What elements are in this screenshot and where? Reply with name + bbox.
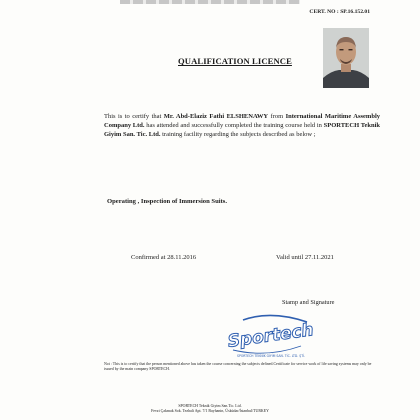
footer-company-name: SPORTECH Teknik Giyim San.Tic. Ltd. xyxy=(178,404,242,408)
footnote: Not : This is to certify that the person mentioned above has taken the course concerning the subjects defined.Certificate for service work of life saving systems may only be issued by the main company SPORTECH. xyxy=(104,362,372,372)
document-title: QUALIFICATION LICENCE xyxy=(178,56,292,66)
company-footer xyxy=(95,404,325,415)
certification-text xyxy=(104,112,380,139)
decorative-top-band xyxy=(120,0,300,4)
course-subject: Operating , Inspection of Immersion Suits. xyxy=(107,198,227,205)
holder-company: International Maritime Assembly Company Ltd. xyxy=(104,113,380,129)
logo-swoosh xyxy=(243,315,307,322)
body-text: This is to certify that xyxy=(104,113,164,120)
stamp-signature-label: Stamp and Signature xyxy=(282,299,335,306)
body-text: training facility regarding the subjects described as below ; xyxy=(160,131,316,138)
logo-wordmark: Sportech xyxy=(226,320,315,352)
logo-company-line: SPORTECH TEKNİK GİYİM SAN. TİC. LTD. ŞTİ. xyxy=(236,354,306,358)
holder-name: Mr. Abd-Elaziz Fathi ELSHENAWY xyxy=(163,113,269,120)
footer-address: Fevzi Çakmak Sok. Tezhali Apt. 7/1 Bayhanin, Üsküdar/İstanbul/TURKEY xyxy=(151,409,269,414)
valid-until-date: Valid until 27.11.2021 xyxy=(276,254,334,261)
certificate-number: CERT. NO : SP.16.152.01 xyxy=(309,9,370,15)
holder-photo xyxy=(323,28,369,88)
body-text: has attended and successfully completed the training course held in xyxy=(144,122,324,129)
body-text: from xyxy=(268,113,286,120)
training-provider: SPORTECH Teknik Giyim San. Tic. Ltd. xyxy=(104,122,381,138)
confirmed-date: Confirmed at 28.11.2016 xyxy=(131,254,197,261)
sportech-logo-stamp xyxy=(221,312,321,360)
